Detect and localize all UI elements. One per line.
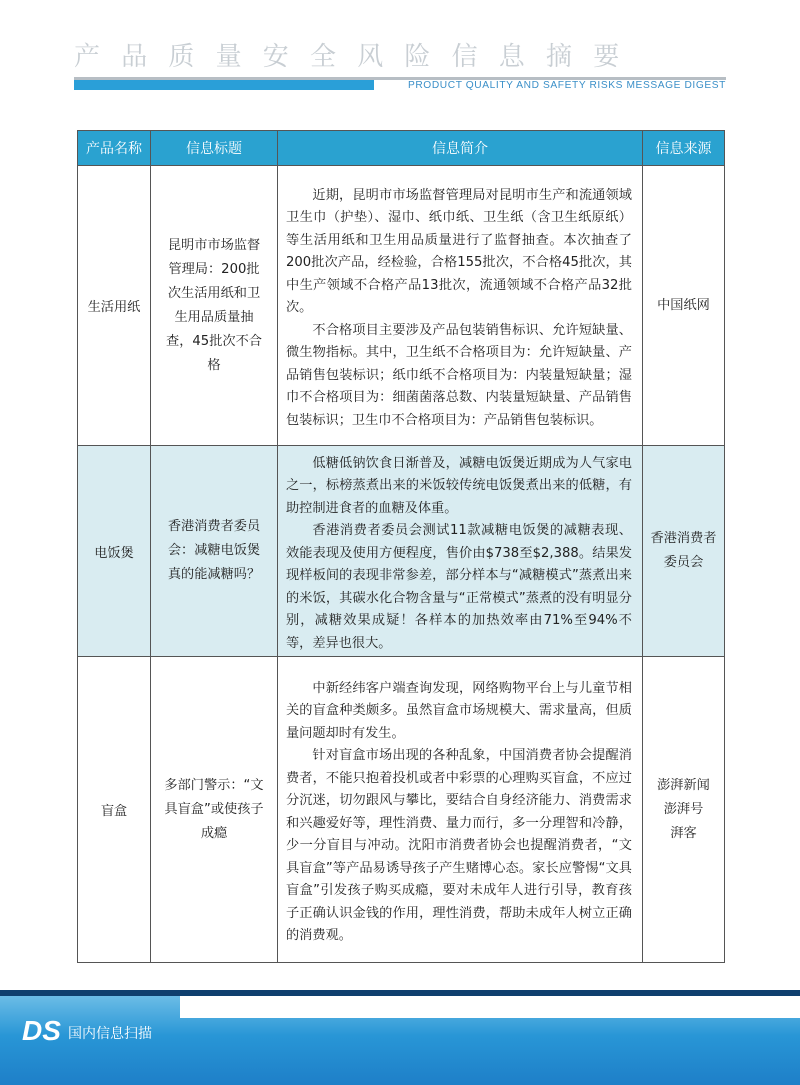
risk-info-table (77, 130, 725, 963)
source-line: 澎湃新闻 (657, 777, 710, 793)
summary-paragraph: 低糖低钠饮食日渐普及，减糖电饭煲近期成为人气家电之一，标榜蒸煮出来的米饭较传统电饭煲煮出来的低糖，有助控制进食者的血糖及体重。 (286, 455, 632, 516)
footer-banner-text: DOMESTIC INFORMATION SCANNING (205, 999, 787, 1022)
page-header-title: 产品质量安全风险信息摘要 (74, 42, 641, 72)
page-header-subtitle: PRODUCT QUALITY AND SAFETY RISKS MESSAGE DIGEST (407, 80, 726, 91)
summary-paragraph: 近期，昆明市市场监督管理局对昆明市生产和流通领域卫生巾（护垫）、湿巾、纸巾纸、卫生纸（含卫生纸原纸）等生活用纸和卫生用品质量进行了监督抽查。本次抽查了200批次产品，经检验，合格155批次，不合格45批次，其中生产领域不合格产品13批次，流通领域不合格产品32批次。 (286, 187, 632, 316)
info-source (643, 657, 725, 963)
product-name: 生活用纸 (78, 166, 151, 446)
header-product-name: 产品名称 (78, 131, 151, 166)
info-title: 多部门警示：“文具盲盒”或使孩子成瘾 (151, 657, 278, 963)
summary-paragraph: 中新经纬客户端查询发现，网络购物平台上与儿童节相关的盲盒种类颇多。虽然盲盒市场规模大、需求量高，但质量问题却时有发生。 (286, 680, 632, 741)
header-info-source: 信息来源 (643, 131, 725, 166)
summary-paragraph: 不合格项目主要涉及产品包装销售标识、允许短缺量、微生物指标。其中，卫生纸不合格项目为：允许短缺量、产品销售包装标识；纸巾纸不合格项目为：内装量短缺量；湿巾不合格项目为：细菌菌落总数、内装量短缺量、产品销售包装标识；卫生巾不合格项目为：产品销售包装标识。 (286, 322, 632, 428)
header-info-title: 信息标题 (151, 131, 278, 166)
section-label: 国内信息扫描 (68, 1026, 152, 1042)
info-title: 昆明市市场监督管理局：200批次生活用纸和卫生用品质量抽查，45批次不合格 (151, 166, 278, 446)
product-name: 电饭煲 (78, 446, 151, 657)
header-info-summary: 信息简介 (278, 131, 643, 166)
table-header-row (78, 131, 725, 166)
info-source: 香港消费者委员会 (643, 446, 725, 657)
info-summary (278, 166, 643, 446)
info-summary (278, 657, 643, 963)
info-title: 香港消费者委员会：减糖电饭煲真的能减糖吗？ (151, 446, 278, 657)
source-line: 澎湃号 (663, 801, 704, 817)
info-summary (278, 446, 643, 657)
header-accent-band (74, 80, 374, 90)
table-row (78, 657, 725, 963)
info-source: 中国纸网 (643, 166, 725, 446)
ds-logo-icon: DS (22, 1015, 61, 1046)
product-name: 盲盒 (78, 657, 151, 963)
source-line: 湃客 (670, 825, 697, 841)
summary-paragraph: 针对盲盒市场出现的各种乱象，中国消费者协会提醒消费者，不能只抱着投机或者中彩票的心理购买盲盒，不应过分沉迷，切勿跟风与攀比，要结合自身经济能力、消费需求和兴趣爱好等，理性消费、量力而行，多一分理智和冷静，少一分盲目与冲动。沈阳市消费者协会也提醒消费者，“文具盲盒”等产品易诱导孩子产生赌博心态。家长应警惕“文具盲盒”引发孩子购买成瘾，要对未成年人进行引导，教育孩子正确认识金钱的作用，理性消费，帮助未成年人树立正确的消费观。 (286, 748, 632, 943)
summary-paragraph: 香港消费者委员会测试11款减糖电饭煲的减糖表现、效能表现及使用方便程度，售价由$738至$2,388。结果发现样板间的表现非常参差，部分样本与“减糖模式”蒸煮出来的米饭，其碳水化合物含量与“正常模式”蒸煮的没有明显分别，减糖效果成疑！各样本的加热效率由71%至94%不等，差异也很大。 (286, 523, 632, 651)
table-row (78, 166, 725, 446)
table-row (78, 446, 725, 657)
